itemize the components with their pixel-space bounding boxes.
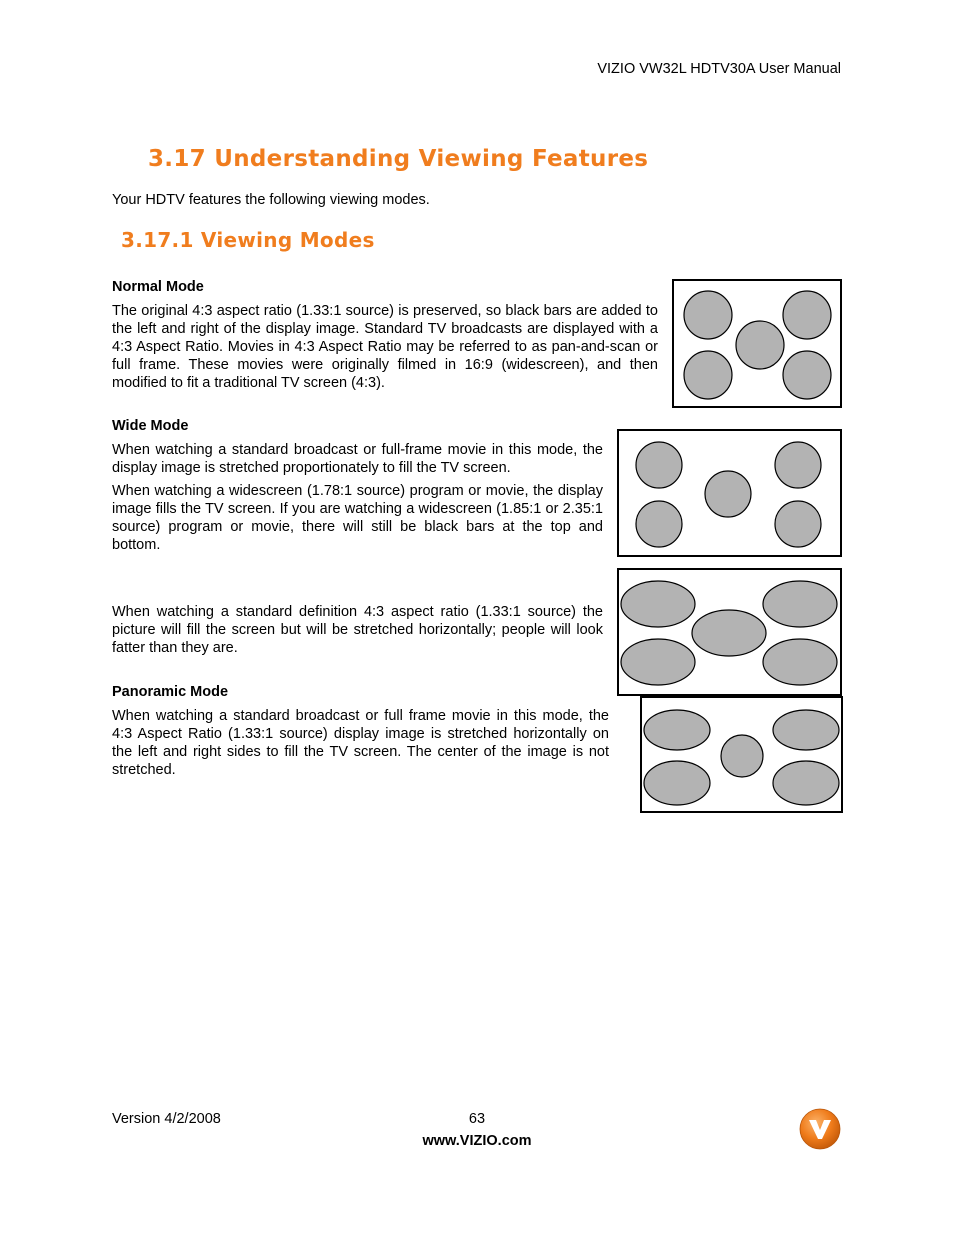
normal-mode-figure: [672, 279, 842, 408]
wide-mode-figure-1: [617, 429, 842, 557]
wide-mode-figure-2: [617, 568, 842, 696]
page-number: 63: [468, 1111, 486, 1127]
normal-mode-text: The original 4:3 aspect ratio (1.33:1 source) is preserved, so black bars are added to the left and right of the display image. Standard TV broadcasts are displayed with a 4:3 Aspect Ratio. Movies in 4:3 Aspect Ratio may be referred to as pan-and-scan or full frame. These movies were originally filmed in 16:9 (widescreen), and then modified to fit a traditional TV screen (4:3).: [112, 303, 658, 391]
panoramic-mode-text: When watching a standard broadcast or full frame movie in this mode, the 4:3 Aspect Ratio (1.33:1 source) display image is stretched horizontally on the left and right sides to fill the TV screen. The center of the image is not stretched.: [112, 708, 609, 778]
wide-mode-text-2: When watching a widescreen (1.78:1 source) program or movie, the display image fills the TV screen. If you are watching a widescreen (1.85:1 or 2.35:1 source) program or movie, there will still be black bars at the top and bottom.: [112, 483, 603, 553]
vizio-v-logo-icon: [799, 1108, 841, 1150]
wide-mode-text-1: When watching a standard broadcast or full-frame movie in this mode, the display image is stretched proportionately to fill the TV screen.: [112, 442, 603, 476]
manual-title: VIZIO VW32L HDTV30A User Manual: [597, 61, 841, 77]
panoramic-mode-heading: Panoramic Mode: [112, 684, 229, 700]
section-title: 3.17 Understanding Viewing Features: [148, 146, 649, 172]
wide-mode-heading: Wide Mode: [112, 418, 189, 434]
wide-mode-text-3: When watching a standard definition 4:3 aspect ratio (1.33:1 source) the picture will fill the screen but will be stretched horizontally; people will look fatter than they are.: [112, 604, 603, 656]
footer-url[interactable]: www.VIZIO.com: [422, 1133, 532, 1149]
subsection-title: 3.17.1 Viewing Modes: [121, 228, 375, 252]
version-text: Version 4/2/2008: [112, 1111, 221, 1127]
section-intro: Your HDTV features the following viewing modes.: [112, 192, 430, 208]
panoramic-mode-figure: [640, 696, 843, 813]
normal-mode-heading: Normal Mode: [112, 279, 204, 295]
